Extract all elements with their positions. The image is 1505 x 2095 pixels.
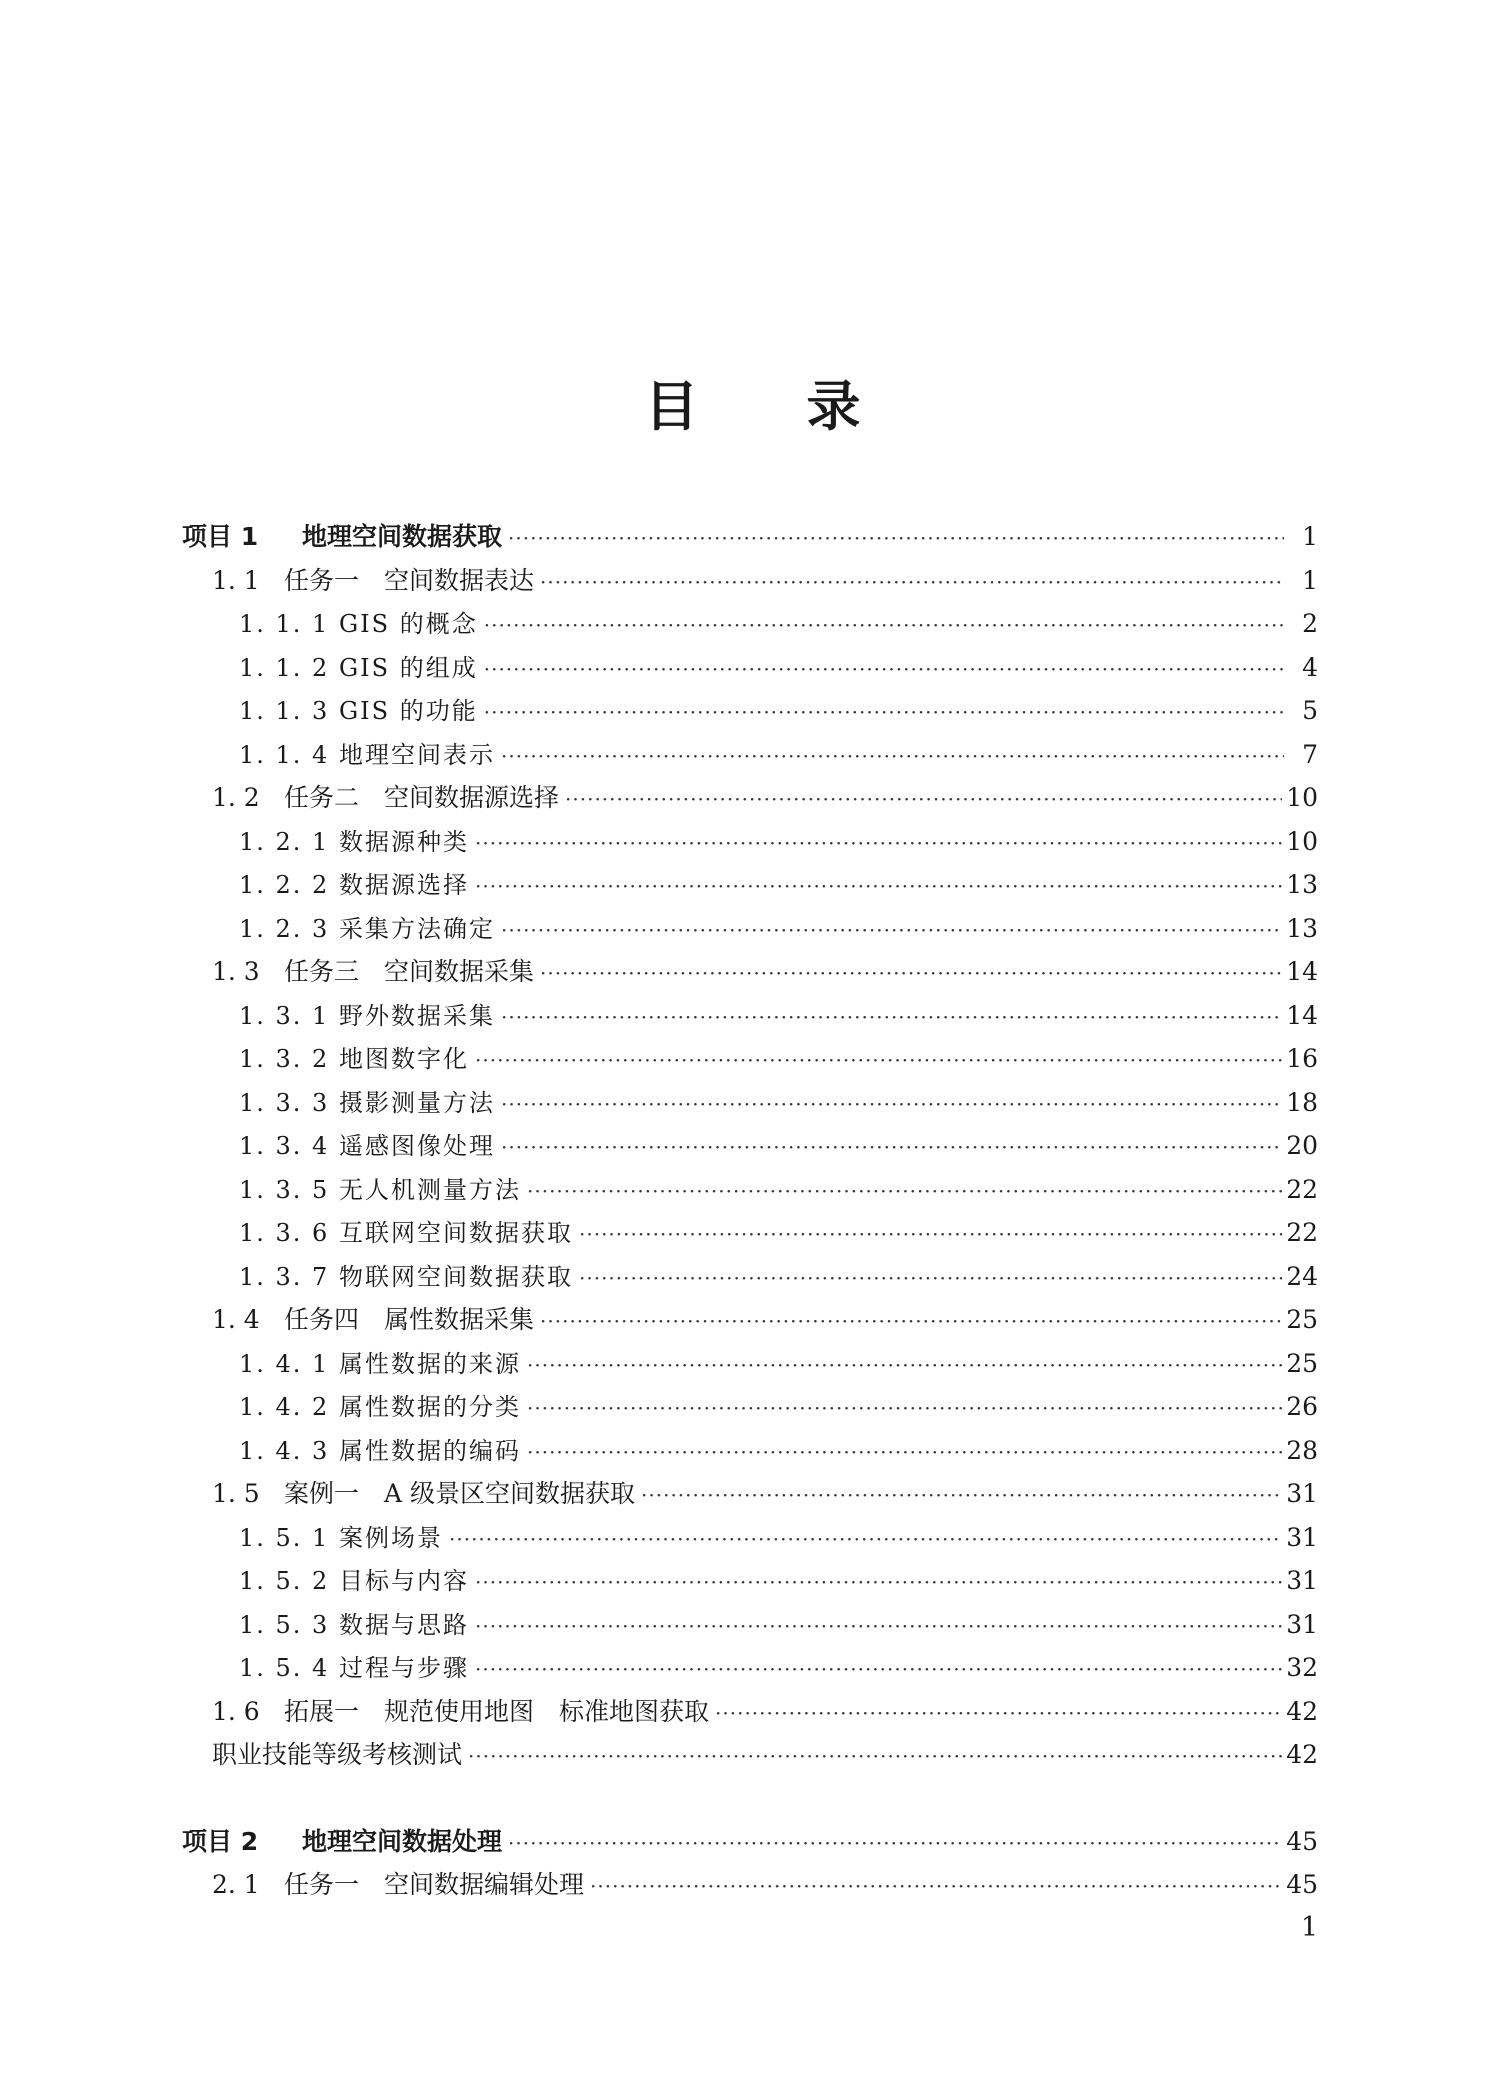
toc-entry-number: 1. 2. 1 (239, 827, 330, 856)
toc-entry-title: 遥感图像处理 (339, 1132, 495, 1160)
toc-dot-leader (527, 1169, 1282, 1214)
toc-dot-leader (540, 559, 1284, 605)
toc-entry-number: 1. 2 (212, 783, 260, 812)
toc-section-entry[interactable] (182, 1690, 1318, 1734)
toc-entry-number: 项目 1 (182, 522, 259, 551)
toc-entry-title: GIS 的组成 (339, 653, 478, 682)
toc-entry-number: 1. 4. 1 (239, 1349, 330, 1378)
toc-entry-number: 1. 1. 2 (239, 653, 330, 682)
toc-dot-leader (475, 1560, 1282, 1605)
toc-entry-title: 职业技能等级考核测试 (212, 1740, 463, 1769)
toc-dot-leader (475, 864, 1282, 909)
toc-subsection-entry[interactable] (182, 1037, 1318, 1081)
toc-entry-number: 1. 4. 3 (239, 1436, 330, 1465)
toc-entry-title: 任务四 属性数据采集 (284, 1305, 535, 1334)
toc-entry-number: 1. 1. 4 (239, 740, 330, 769)
toc-dot-leader (641, 1472, 1282, 1518)
toc-page-number: 32 (1286, 1653, 1318, 1682)
toc-page-number: 14 (1286, 1000, 1318, 1030)
toc-entry-title: 数据源选择 (339, 871, 469, 899)
toc-entry-number: 1. 5 (212, 1479, 260, 1508)
toc-entry-title: 拓展一 规范使用地图 标准地图获取 (284, 1696, 710, 1726)
toc-dot-leader (449, 1517, 1282, 1562)
toc-page-number: 42 (1286, 1740, 1318, 1769)
toc-dot-leader (468, 1733, 1282, 1779)
toc-dot-leader (508, 1820, 1282, 1866)
toc-dot-leader (501, 734, 1284, 779)
toc-entry-title: 数据与思路 (339, 1610, 469, 1639)
toc-entry-title: 采集方法确定 (339, 914, 495, 943)
toc-entry-title: 过程与步骤 (339, 1654, 469, 1682)
toc-page-number: 22 (1286, 1218, 1318, 1247)
toc-subsection-entry[interactable] (182, 1603, 1318, 1647)
toc-entry-number: 1. 3. 4 (239, 1132, 330, 1160)
toc-page-number: 18 (1286, 1087, 1318, 1117)
toc-entry-number: 项目 2 (182, 1826, 259, 1856)
toc-dot-leader (501, 908, 1282, 953)
toc-page-number: 10 (1286, 783, 1318, 812)
toc-subsection-entry[interactable] (182, 820, 1318, 864)
toc-subsection-entry[interactable] (182, 907, 1318, 951)
toc-project-entry[interactable] (182, 515, 1318, 559)
toc-subsection-entry[interactable] (182, 733, 1318, 777)
toc-entry-title: 物联网空间数据获取 (339, 1262, 573, 1291)
toc-page-number: 22 (1286, 1174, 1318, 1204)
toc-page-number: 31 (1286, 1479, 1318, 1508)
toc-dot-leader (527, 1386, 1282, 1431)
toc-dot-leader (715, 1690, 1282, 1736)
table-of-contents (182, 515, 1318, 1907)
toc-dot-leader (501, 1082, 1282, 1127)
toc-subsection-entry[interactable] (182, 994, 1318, 1038)
toc-entry-number: 1. 3. 7 (239, 1262, 330, 1291)
toc-entry-number: 1. 3. 1 (239, 1001, 330, 1030)
toc-subsection-entry[interactable] (182, 1559, 1318, 1603)
toc-page-number: 26 (1286, 1392, 1318, 1421)
toc-entry-number: 1. 3. 3 (239, 1088, 330, 1117)
toc-page-number: 31 (1286, 1566, 1318, 1595)
toc-section-entry[interactable] (182, 950, 1318, 994)
toc-entry-number: 1. 2. 3 (239, 914, 330, 943)
toc-page-number: 5 (1302, 696, 1318, 725)
toc-entry-title: 任务一 空间数据编辑处理 (284, 1870, 585, 1899)
toc-page-number: 31 (1286, 1609, 1318, 1639)
toc-page-number: 42 (1286, 1696, 1318, 1726)
toc-section-entry[interactable] (182, 559, 1318, 603)
page-title: 目录 (644, 375, 969, 438)
toc-page-number: 14 (1286, 957, 1318, 986)
toc-dot-leader (484, 690, 1284, 735)
toc-page-number: 2 (1302, 609, 1318, 638)
toc-subsection-entry[interactable] (182, 1255, 1318, 1299)
toc-subsection-entry[interactable] (182, 1124, 1318, 1168)
toc-entry-title: 任务二 空间数据源选择 (284, 783, 560, 812)
toc-page-number: 20 (1286, 1131, 1318, 1160)
toc-entry-title: 属性数据的编码 (339, 1436, 521, 1465)
toc-subsection-entry[interactable] (182, 1342, 1318, 1386)
toc-dot-leader (527, 1430, 1282, 1475)
toc-page-number: 25 (1286, 1305, 1318, 1334)
toc-entry-title: 目标与内容 (339, 1567, 469, 1595)
toc-entry-title: 地理空间数据获取 (302, 522, 503, 551)
toc-entry-number: 1. 3. 2 (239, 1045, 330, 1073)
toc-entry-title: 无人机测量方法 (339, 1175, 521, 1204)
toc-subsection-entry[interactable] (182, 1168, 1318, 1212)
toc-entry-number: 1. 5. 1 (239, 1523, 330, 1552)
toc-entry-number: 1. 3. 6 (239, 1219, 330, 1247)
toc-dot-leader (484, 647, 1284, 692)
toc-page-number: 16 (1286, 1044, 1318, 1073)
toc-dot-leader (527, 1343, 1282, 1388)
toc-page-number: 31 (1286, 1522, 1318, 1552)
toc-section-entry[interactable] (182, 1472, 1318, 1516)
toc-section-gap (182, 1777, 1318, 1820)
toc-entry-title: 地理空间表示 (339, 740, 495, 769)
toc-entry-title: 数据源种类 (339, 827, 469, 856)
toc-subsection-entry[interactable] (182, 1081, 1318, 1125)
toc-entry-number: 1. 4 (212, 1305, 260, 1334)
toc-entry-title: 地图数字化 (339, 1045, 469, 1073)
toc-subsection-entry[interactable] (182, 1211, 1318, 1255)
toc-entry-title: 属性数据的来源 (339, 1349, 521, 1378)
toc-entry-number: 1. 3 (212, 957, 260, 986)
toc-entry-title: 摄影测量方法 (339, 1088, 495, 1117)
toc-project-entry[interactable] (182, 1820, 1318, 1864)
toc-entry-title: 地理空间数据处理 (302, 1826, 503, 1856)
toc-entry-number: 1. 5. 4 (239, 1654, 330, 1682)
toc-dot-leader (484, 603, 1284, 648)
toc-page-number: 7 (1302, 739, 1318, 769)
toc-dot-leader (475, 1647, 1282, 1692)
toc-page-number: 4 (1302, 652, 1318, 682)
toc-subsection-entry[interactable] (182, 646, 1318, 690)
toc-section-entry[interactable] (182, 776, 1318, 820)
toc-dot-leader (540, 1298, 1282, 1344)
toc-entry-number: 1. 5. 2 (239, 1567, 330, 1595)
toc-page-number: 25 (1286, 1348, 1318, 1378)
toc-dot-leader (501, 1125, 1282, 1170)
toc-section-entry[interactable] (182, 1733, 1318, 1777)
toc-entry-number: 1. 3. 5 (239, 1175, 330, 1204)
toc-dot-leader (590, 1863, 1282, 1909)
toc-subsection-entry[interactable] (182, 1516, 1318, 1560)
toc-entry-title: 互联网空间数据获取 (339, 1219, 573, 1247)
toc-dot-leader (540, 950, 1282, 996)
toc-subsection-entry[interactable] (182, 1429, 1318, 1473)
toc-entry-number: 1. 1. 3 (239, 697, 330, 725)
toc-entry-title: 任务一 空间数据表达 (284, 565, 535, 595)
toc-entry-number: 1. 1 (212, 565, 260, 595)
toc-subsection-entry[interactable] (182, 1646, 1318, 1690)
toc-page-number: 1 (1302, 565, 1318, 595)
toc-page-number: 45 (1286, 1870, 1318, 1899)
toc-dot-leader (579, 1256, 1282, 1301)
toc-entry-number: 1. 2. 2 (239, 871, 330, 899)
toc-page-number: 13 (1286, 913, 1318, 943)
toc-entry-title: 任务三 空间数据采集 (284, 957, 535, 986)
toc-entry-title: GIS 的概念 (339, 610, 478, 638)
toc-entry-number: 1. 1. 1 (239, 610, 330, 638)
toc-entry-title: 案例场景 (339, 1523, 443, 1552)
toc-subsection-entry[interactable] (182, 602, 1318, 646)
toc-dot-leader (475, 821, 1282, 866)
toc-dot-leader (565, 776, 1282, 822)
toc-entry-title: 属性数据的分类 (339, 1393, 521, 1421)
toc-dot-leader (579, 1212, 1282, 1257)
toc-page-number: 24 (1286, 1261, 1318, 1291)
toc-entry-title: 案例一 A 级景区空间数据获取 (284, 1479, 636, 1508)
toc-dot-leader (475, 1038, 1282, 1083)
toc-entry-title: GIS 的功能 (339, 697, 478, 725)
toc-dot-leader (508, 515, 1284, 561)
footer-page-number: 1 (1300, 1912, 1318, 1943)
toc-page-number: 45 (1286, 1826, 1318, 1856)
toc-subsection-entry[interactable] (182, 1385, 1318, 1429)
toc-section-entry[interactable] (182, 1298, 1318, 1342)
toc-entry-number: 1. 6 (212, 1696, 260, 1726)
toc-subsection-entry[interactable] (182, 689, 1318, 733)
toc-entry-number: 1. 4. 2 (239, 1393, 330, 1421)
toc-page-number: 13 (1286, 870, 1318, 899)
toc-entry-title: 野外数据采集 (339, 1001, 495, 1030)
toc-page-number: 1 (1302, 522, 1318, 551)
toc-page-number: 10 (1286, 826, 1318, 856)
toc-entry-number: 2. 1 (212, 1870, 260, 1899)
toc-dot-leader (475, 1604, 1282, 1649)
toc-section-entry[interactable] (182, 1863, 1318, 1907)
toc-entry-number: 1. 5. 3 (239, 1610, 330, 1639)
toc-subsection-entry[interactable] (182, 863, 1318, 907)
toc-page-number: 28 (1286, 1435, 1318, 1465)
toc-dot-leader (501, 995, 1282, 1040)
